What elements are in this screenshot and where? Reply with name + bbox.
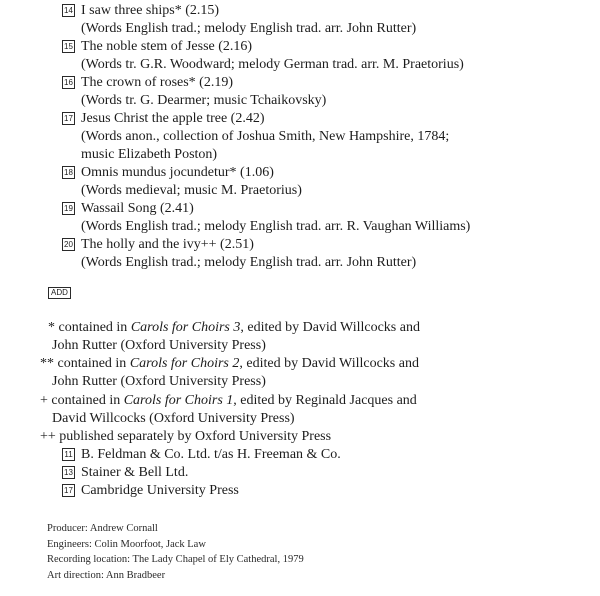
track-number: 11 xyxy=(62,448,75,461)
track-16 xyxy=(62,74,326,110)
track-number: 16 xyxy=(62,76,75,89)
book-title: Carols for Choirs 1 xyxy=(123,393,234,408)
footnote-mark: ++ xyxy=(40,429,56,444)
footnote-2 xyxy=(40,355,419,373)
art-direction-credit: Art direction: Ann Bradbeer xyxy=(47,569,166,581)
footnote-text: contained in xyxy=(58,320,131,335)
footnote-text: published separately by Oxford University Press xyxy=(59,429,332,444)
footnote-text: , edited by David Willcocks and xyxy=(239,356,419,371)
track-number: 20 xyxy=(62,238,75,251)
track-credit: (Words tr. G. Dearmer; music Tchaikovsky) xyxy=(81,93,327,108)
track-number: 18 xyxy=(62,166,75,179)
track-15 xyxy=(62,38,464,74)
footnote-mark: ** xyxy=(40,356,54,371)
footnote-text: contained in xyxy=(57,356,130,371)
track-credit: (Words medieval; music M. Praetorius) xyxy=(81,183,302,198)
track-title: Wassail Song (2.41) xyxy=(81,201,194,216)
track-credit-continued: music Elizabeth Poston) xyxy=(81,147,218,162)
footnote-3-line2: David Willcocks (Oxford University Press) xyxy=(52,411,295,426)
footnote-1-line2: John Rutter (Oxford University Press) xyxy=(52,338,266,353)
track-20 xyxy=(62,236,416,272)
publisher-name: Cambridge University Press xyxy=(81,483,239,498)
book-title: Carols for Choirs 3 xyxy=(130,320,241,335)
publisher-17 xyxy=(62,482,239,500)
track-title: Jesus Christ the apple tree (2.42) xyxy=(81,111,265,126)
track-number: 19 xyxy=(62,202,75,215)
publisher-13 xyxy=(62,464,188,482)
production-credits xyxy=(47,521,304,583)
footnote-4 xyxy=(40,428,331,446)
footnote-mark: + xyxy=(40,393,48,408)
footnote-3 xyxy=(40,392,417,410)
track-number: 17 xyxy=(62,484,75,497)
publisher-11 xyxy=(62,446,341,464)
location-credit: Recording location: The Lady Chapel of Ely Cathedral, 1979 xyxy=(47,554,304,565)
track-17 xyxy=(62,110,449,164)
publisher-name: B. Feldman & Co. Ltd. t/as H. Freeman & Co. xyxy=(81,447,341,462)
track-number: 17 xyxy=(62,112,75,125)
track-19 xyxy=(62,200,470,236)
track-number: 13 xyxy=(62,466,75,479)
track-18 xyxy=(62,164,302,200)
track-title: Omnis mundus jocundetur* (1.06) xyxy=(81,165,274,180)
footnote-text: , edited by Reginald Jacques and xyxy=(233,393,417,408)
add-badge: ADD xyxy=(48,287,71,299)
track-title: I saw three ships* (2.15) xyxy=(81,3,220,18)
track-credit: (Words tr. G.R. Woodward; melody German trad. arr. M. Praetorius) xyxy=(81,57,464,72)
track-credit: (Words English trad.; melody English trad. arr. John Rutter) xyxy=(81,21,417,36)
track-credit: (Words anon., collection of Joshua Smith, New Hampshire, 1784; xyxy=(81,129,450,144)
track-14 xyxy=(62,2,416,38)
track-number: 14 xyxy=(62,4,75,17)
track-credit: (Words English trad.; melody English trad. arr. R. Vaughan Williams) xyxy=(81,219,471,234)
track-credit: (Words English trad.; melody English trad. arr. John Rutter) xyxy=(81,255,417,270)
track-title: The crown of roses* (2.19) xyxy=(81,75,234,90)
footnote-text: , edited by David Willcocks and xyxy=(240,320,420,335)
footnote-mark: * xyxy=(48,320,55,335)
book-title: Carols for Choirs 2 xyxy=(129,356,240,371)
producer-credit: Producer: Andrew Cornall xyxy=(47,523,158,534)
publisher-name: Stainer & Bell Ltd. xyxy=(81,465,189,480)
footnote-2-line2: John Rutter (Oxford University Press) xyxy=(52,374,266,389)
track-number: 15 xyxy=(62,40,75,53)
engineers-credit: Engineers: Colin Moorfoot, Jack Law xyxy=(47,538,206,550)
track-title: The holly and the ivy++ (2.51) xyxy=(81,237,254,252)
track-title: The noble stem of Jesse (2.16) xyxy=(81,39,253,54)
footnote-text: contained in xyxy=(51,393,124,408)
footnote-1 xyxy=(48,319,420,337)
